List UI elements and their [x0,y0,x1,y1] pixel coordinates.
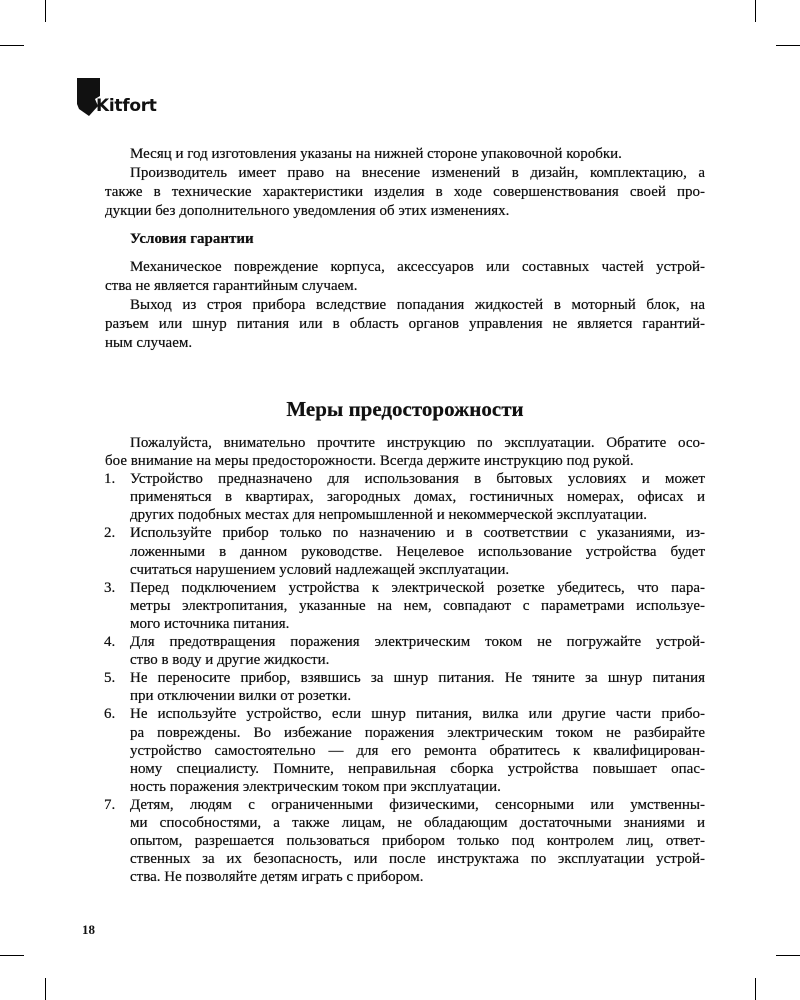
text-line: Устройство предназначено для использования в бытовых условиях и может [130,471,705,488]
precautions-section [105,434,705,886]
document-body [105,145,705,886]
text-line: ства не является гарантийным случаем. [105,278,358,294]
item-text [130,633,705,669]
text-line: других подобных местах для непромышленной и некоммерческой эксплуатации. [130,507,648,524]
intro-paragraph [105,164,705,221]
text-line: ному специалисту. Помните, неправильная сборка устройства повышает опас- [130,760,705,777]
item-text [130,796,705,886]
item-number: 1. [104,471,116,488]
item-number: 6. [104,706,116,723]
text-line: Используйте прибор только по назначению и в соответствии с указаниями, из- [130,525,705,542]
warranty-paragraph [105,258,705,296]
text-line: Производитель имеет право на внесение изменений в дизайн, комплектацию, а [130,165,705,181]
item-number: 3. [104,579,116,596]
precaution-item [105,524,705,578]
item-number: 7. [104,796,116,813]
text-line: ным случаем. [105,335,193,351]
text-line: также в технические характеристики изделия в ходе совершенствования своей про- [105,184,705,200]
item-text [130,669,705,705]
crop-mark [45,0,46,22]
precaution-item [105,705,705,795]
text-line: Не используйте устройство, если шнур питания, вилка или другие части прибо- [130,706,705,723]
section-title: Меры предосторожности [286,397,524,421]
item-number: 2. [104,525,116,542]
text-line: мого источника питания. [130,615,290,632]
text-line: ность поражения электрическим током при эксплуатации. [130,778,501,795]
precaution-item [105,669,705,705]
text-line: разъем или шнур питания или в область органов управления не является гарантий- [105,316,705,332]
text-line: метры электропитания, указанные на нем, совпадают с параметрами используе- [130,597,705,614]
warranty-heading: Условия гарантии [130,231,254,247]
text-line: дукции без дополнительного уведомления об этих изменениях. [105,203,510,219]
item-number: 5. [104,670,116,687]
text-line: Месяц и год изготовления указаны на нижней стороне упаковочной коробки. [130,146,622,162]
warranty-paragraph [105,296,705,353]
precaution-item [105,470,705,524]
text-line: бое внимание на меры предосторожности. Всегда держите инструкцию под рукой. [105,453,634,470]
brand-logo-text: Kitfort [96,96,157,116]
page-number: 18 [82,922,95,937]
text-line: устройство самостоятельно — для его ремонта обратитесь к квалифицирован- [130,742,705,759]
text-line: Детям, людям с ограниченными физическими, сенсорными или умственны- [130,796,705,813]
item-text [130,470,705,524]
precaution-item [105,796,705,886]
text-line: ми способностями, а также лицам, не обладающим достаточными знаниями и [130,814,705,831]
crop-mark [45,978,46,1000]
text-line: Пожалуйста, внимательно прочтите инструкцию по эксплуатации. Обратите осо- [130,435,705,451]
text-line: Выход из строя прибора вследствие попадания жидкостей в моторный блок, на [130,297,705,313]
precaution-item [105,579,705,633]
text-line: ложенными в данном руководстве. Нецелевое использование устройства будет [130,543,705,560]
item-text [130,705,705,795]
text-line: Механическое повреждение корпуса, аксессуаров или составных частей устрой- [130,259,705,275]
text-line: ства. Не позволяйте детям играть с прибором. [130,869,424,886]
crop-mark [0,45,24,46]
item-number: 4. [104,634,116,651]
text-line: ственных за их безопасность, или после инструктажа по эксплуатации устрой- [130,851,705,868]
text-line: Перед подключением устройства к электрической розетке убедитесь, что пара- [130,579,705,596]
text-line: ра повреждены. Во избежание поражения электрическим током не разбирайте [130,724,705,741]
precaution-item [105,633,705,669]
precautions-intro [105,434,705,470]
crop-mark [755,0,756,22]
crop-mark [755,978,756,1000]
text-line: Не переносите прибор, взявшись за шнур питания. Не тяните за шнур питания [130,670,705,687]
text-line: применяться в квартирах, загородных домах, гостиничных номерах, офисах и [130,489,705,506]
text-line: опытом, разрешается пользоваться прибором только под контролем лиц, ответ- [130,833,705,850]
item-text [130,579,705,633]
text-line: считаться нарушением условий надлежащей эксплуатации. [130,561,510,578]
text-line: Для предотвращения поражения электрическим током не погружайте устрой- [130,634,705,651]
item-text [130,524,705,578]
crop-mark [776,45,800,46]
intro-paragraph [105,145,705,164]
text-line: ство в воду и другие жидкости. [130,652,330,669]
text-line: при отключении вилки от розетки. [130,688,352,705]
crop-mark [0,955,24,956]
crop-mark [776,955,800,956]
